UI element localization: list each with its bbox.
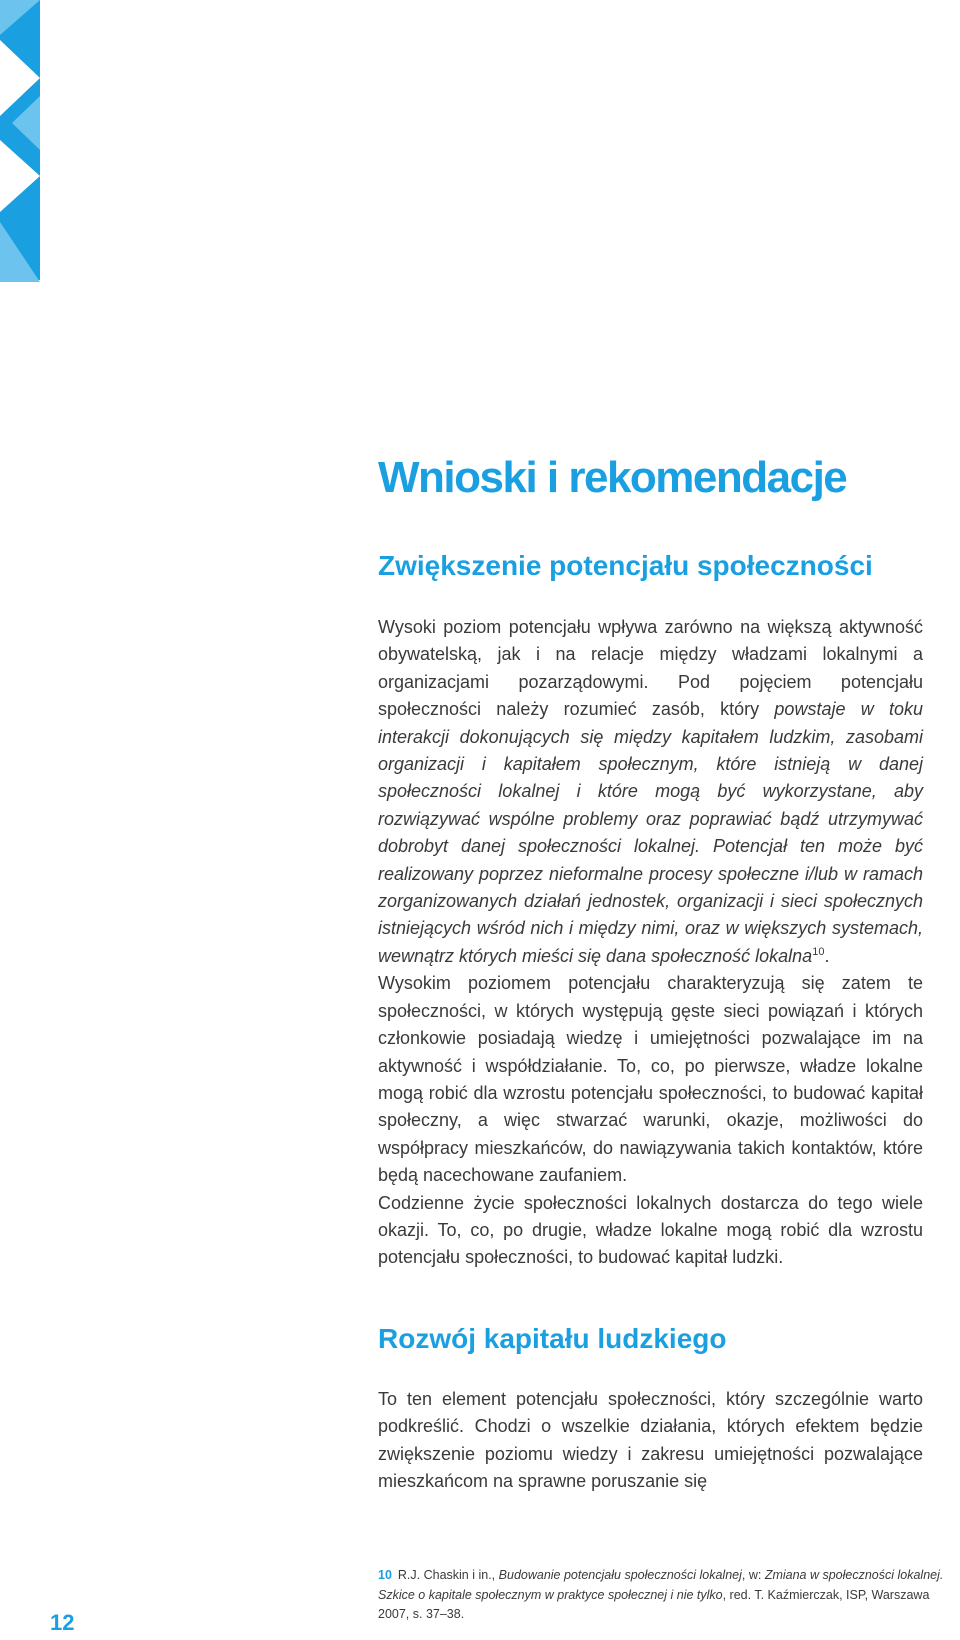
section-body-human-capital xyxy=(378,1386,923,1496)
paragraph: Codzienne życie społeczności lokalnych dostarcza do tego wiele okazji. To, co, po drugie, władze lokalne mogą robić dla wzrostu potencjału społeczności, to budować kapitał ludzki. xyxy=(378,1192,923,1268)
footnote-number: 10 xyxy=(378,1568,392,1582)
footnote-ref: 10 xyxy=(812,945,825,958)
section-title-potential: Zwiększenie potencjału społeczności xyxy=(378,550,873,581)
decorative-triangles xyxy=(0,0,40,285)
section-title-human-capital: Rozwój kapitału ludzkiego xyxy=(378,1323,727,1354)
paragraph: To ten element potencjału społeczności, który szczególnie warto podkreślić. Chodzi o wszelkie działania, których efektem będzie zwiększenie poziomu wiedzy i zakresu umiejętności pozwalające mieszkańcom na sprawne poruszanie się xyxy=(378,1389,923,1492)
paragraph: Wysoki poziom potencjału wpływa zarówno na większą aktywność obywatelską, jak i na relacje między władzami lokalnymi a organizacjami pozarządowymi. Pod pojęciem potencjału społeczności należy rozumieć zasób, który powstaje w toku interakcji dokonujących się między kapitałem ludzkim, zasobami organizacji i kapitałem społecznym, które istnieją w danej społeczności lokalnej i które mogą być wykorzystane, aby rozwiązywać wspólne problemy oraz poprawiać bądź utrzymywać dobrobyt danej społeczności lokalnej. Potencjał ten może być realizowany poprzez nieformalne procesy społeczne i/lub w ramach zorganizowanych działań jednostek, organizacji i sieci społecznych istniejących wśród nich i między nimi, oraz w większych systemach, wewnątrz których mieści się dana społeczność lokalna$^{10}$. xyxy=(378,617,923,966)
paragraph: Wysokim poziomem potencjału charakteryzują się zatem te społeczności, w których występują gęste sieci powiązań i których członkowie posiadają wiedzę i umiejętności pozwalające im na aktywność i współdziałanie. To, co, po pierwsze, władze lokalne mogą robić dla wzrostu potencjału społeczności, to budować kapitał społeczny, a więc stwarzać warunki, okazje, możliwości do współpracy mieszkańców, do nawiązywania takich kontaktów, które będą nacechowane zaufaniem. xyxy=(378,973,923,1186)
main-title: Wnioski i rekomendacje xyxy=(378,453,847,502)
footnote: 10 R.J. Chaskin i in., Budowanie potencjału społeczności lokalnej, w: Zmiana w społeczności lokalnej. Szkice o kapitale społecznym w praktyce społecznej i nie tylko, red. T. Kaźmierczak, ISP, Warszawa 2007, s. 37–38. xyxy=(378,1568,944,1621)
page-number: 12 xyxy=(50,1610,75,1635)
quoted-definition: powstaje w toku interakcji dokonujących się między kapitałem ludzkim, zasobami organizacji i kapitałem społecznym, które istnieją w danej społeczności lokalnej i które mogą być wykorzystane, aby rozwiązywać wspólne problemy oraz poprawiać bądź utrzymywać dobrobyt danej społeczności lokalnej. Potencjał ten może być realizowany poprzez nieformalne procesy społeczne i/lub w ramach zorganizowanych działań jednostek, organizacji i sieci społecznych istniejących wśród nich i między nimi, oraz w większych systemach, wewnątrz których mieści się dana społeczność lokalna xyxy=(378,699,923,966)
section-body-potential xyxy=(378,614,923,1272)
